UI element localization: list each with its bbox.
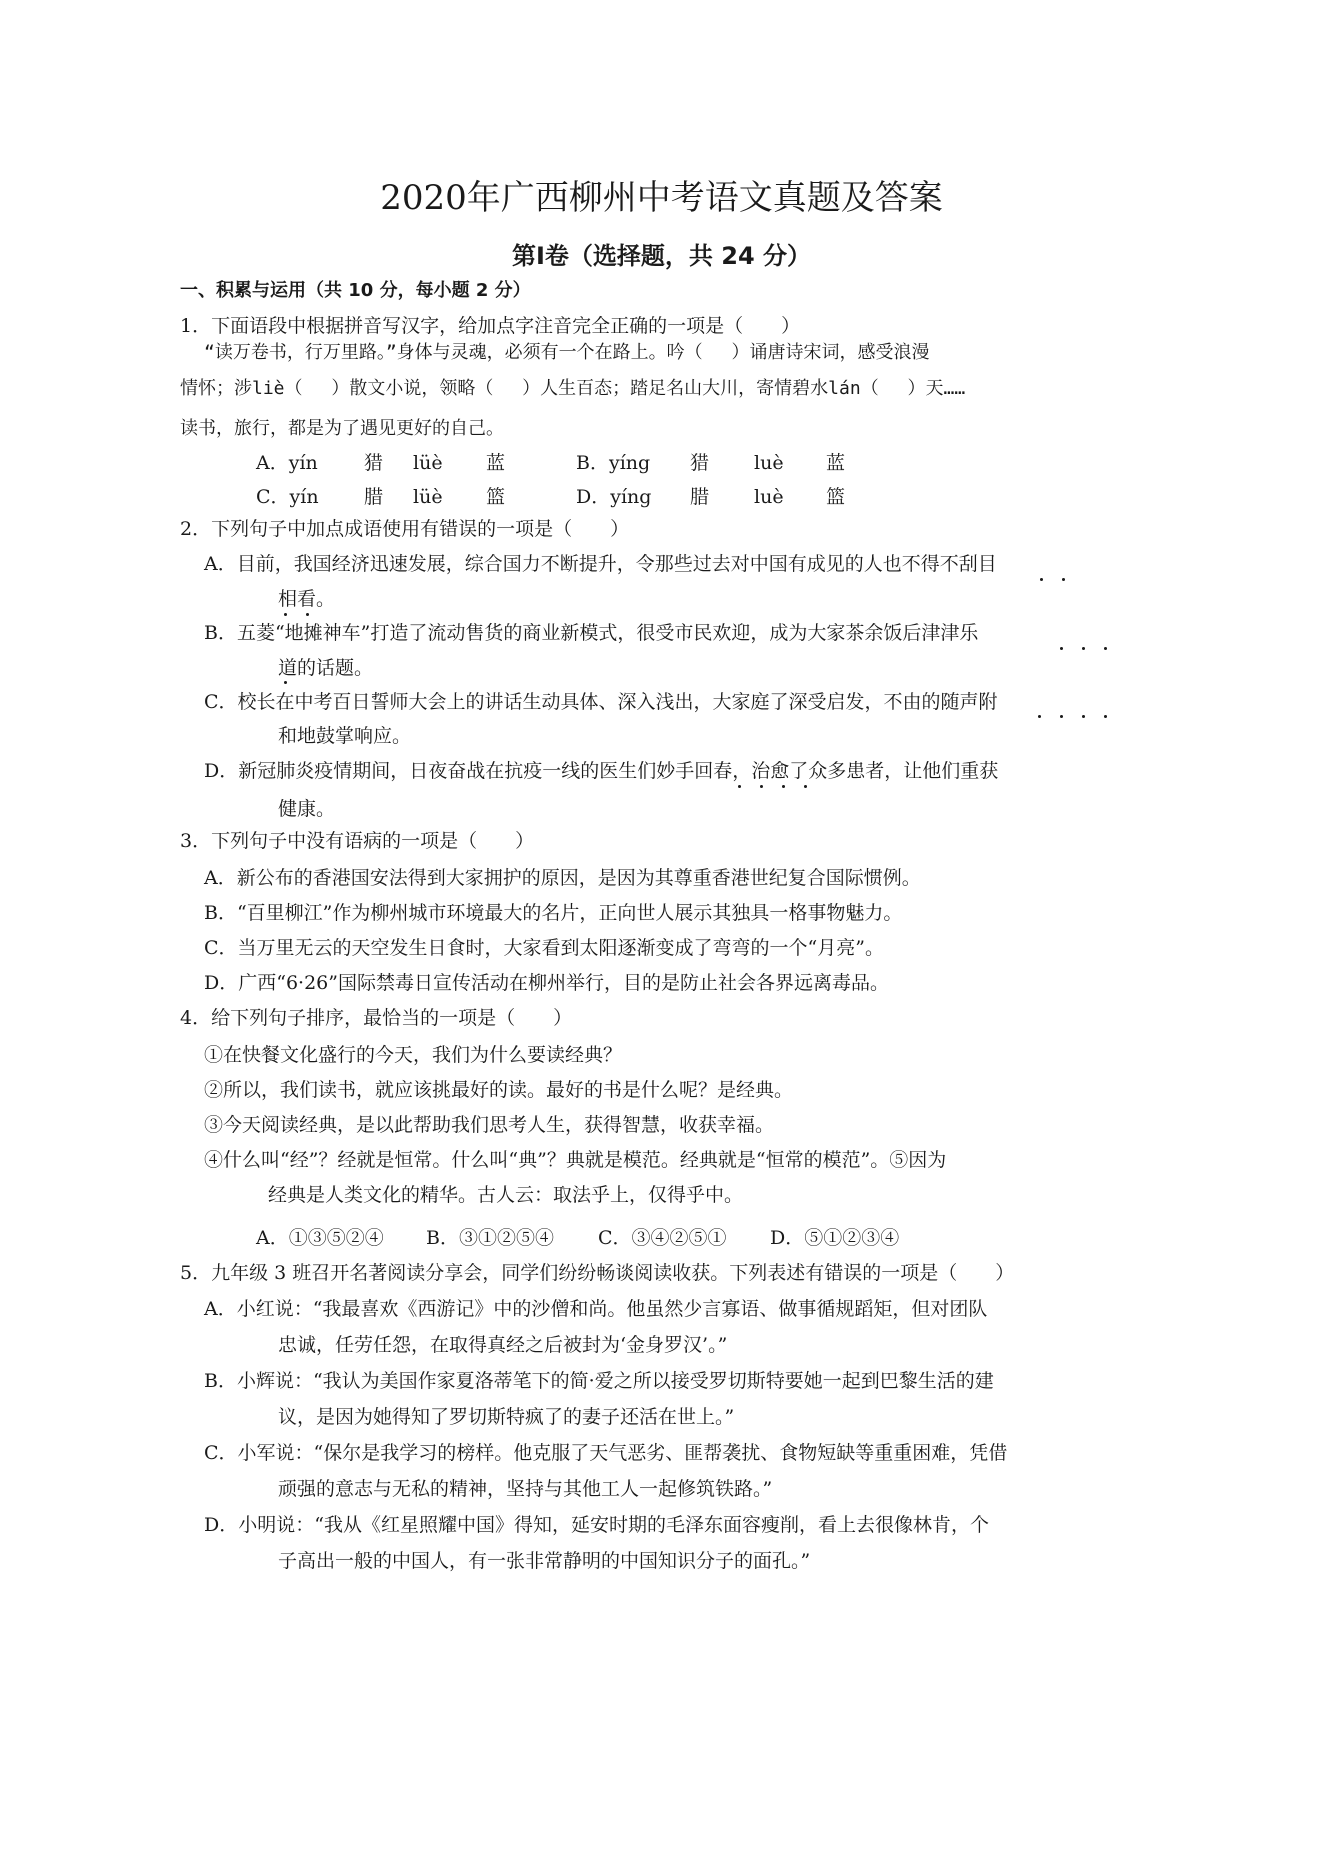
- document-title: 2020年广西柳州中考语文真题及答案: [380, 178, 943, 218]
- question-4-stem: 4．给下列句子排序，最恰当的一项是（ ）: [180, 1007, 573, 1029]
- question-4-sentence: 经典是人类文化的精华。古人云：取法乎上，仅得乎中。: [268, 1184, 744, 1206]
- emphasis-dots: [1038, 715, 1118, 721]
- question-4-sentence: ①在快餐文化盛行的今天，我们为什么要读经典？: [204, 1044, 623, 1066]
- question-5-stem: 5．九年级 3 班召开名著阅读分享会，同学们纷纷畅谈阅读收获。下列表述有错误的一项是（ ）: [180, 1262, 1015, 1284]
- question-5-option-a: A．小红说：“我最喜欢《西游记》中的沙僧和尚。他虽然少言寡语、做事循规蹈矩，但对团队: [204, 1298, 988, 1320]
- question-4-choice-c: C．③④②⑤①: [598, 1227, 727, 1249]
- question-4-choice-b: B．③①②⑤④: [426, 1227, 554, 1249]
- option-word: 篮: [486, 486, 506, 508]
- question-4-sentence: ③今天阅读经典，是以此帮助我们思考人生，获得智慧，收获幸福。: [204, 1114, 775, 1136]
- option-label: D．yíng: [576, 486, 652, 508]
- question-2-option-a-cont: 相看。: [278, 588, 336, 610]
- question-2-option-c-cont: 和地鼓掌响应。: [278, 725, 412, 747]
- question-4-choice-d: D．⑤①②③④: [770, 1227, 900, 1249]
- emphasis-dots: [284, 681, 314, 687]
- question-5-option-c-cont: 顽强的意志与无私的精神，坚持与其他工人一起修筑铁路。”: [278, 1478, 773, 1500]
- option-label: B．yíng: [576, 452, 651, 474]
- question-5-option-d: D．小明说：“我从《红星照耀中国》得知，延安时期的毛泽东面容瘦削，看上去很像林肯，个: [204, 1514, 989, 1536]
- option-word: 蓝: [826, 452, 846, 474]
- option-word: 篮: [826, 486, 846, 508]
- question-5-option-d-cont: 子高出一般的中国人，有一张非常静明的中国知识分子的面孔。”: [278, 1550, 811, 1572]
- section-heading: 一、积累与运用（共 10 分，每小题 2 分）: [180, 280, 531, 301]
- question-5-option-a-cont: 忠诚，任劳任怨，在取得真经之后被封为‘金身罗汉’。”: [278, 1334, 728, 1356]
- question-1-passage-line: 读书，旅行，都是为了遇见更好的自己。: [180, 418, 504, 439]
- question-3-option-c: C．当万里无云的天空发生日食时，大家看到太阳逐渐变成了弯弯的一个“月亮”。: [204, 937, 884, 959]
- question-3-option-a: A．新公布的香港国安法得到大家拥护的原因，是因为其尊重香港世纪复合国际惯例。: [204, 867, 921, 889]
- option-label: C．yín: [256, 486, 319, 508]
- option-word: 腊: [690, 486, 710, 508]
- question-2-option-c: C．校长在中考百日誓师大会上的讲话生动具体、深入浅出，大家庭了深受启发，不由的随声附: [204, 691, 998, 713]
- question-4-sentence: ④什么叫“经”？经就是恒常。什么叫“典”？典就是模范。经典就是“恒常的模范”。⑤因为: [204, 1149, 947, 1171]
- question-5-option-b-cont: 议，是因为她得知了罗切斯特疯了的妻子还活在世上。”: [278, 1406, 735, 1428]
- question-2-option-d: D．新冠肺炎疫情期间，日夜奋战在抗疫一线的医生们妙手回春，治愈了众多患者，让他们重获: [204, 760, 999, 782]
- question-4-choice-a: A．①③⑤②④: [256, 1227, 384, 1249]
- option-pinyin: lüè: [413, 452, 443, 474]
- question-2-option-a: A．目前，我国经济迅速发展，综合国力不断提升，令那些过去对中国有成见的人也不得不刮目: [204, 553, 997, 575]
- question-1-passage-line: “读万卷书，行万里路。”身体与灵魂，必须有一个在路上。吟（ ）诵唐诗宋词，感受浪漫: [204, 342, 930, 363]
- question-3-stem: 3．下列句子中没有语病的一项是（ ）: [180, 830, 535, 852]
- question-1-stem: 1．下面语段中根据拼音写汉字，给加点字注音完全正确的一项是（ ）: [180, 315, 801, 337]
- option-word: 腊: [364, 486, 384, 508]
- option-word: 蓝: [486, 452, 506, 474]
- emphasis-dots: [1060, 647, 1120, 653]
- question-5-option-b: B．小辉说：“我认为美国作家夏洛蒂笔下的简·爱之所以接受罗切斯特要她一起到巴黎生活的建: [204, 1370, 994, 1392]
- option-label: A．yín: [256, 452, 318, 474]
- question-2-option-d-cont: 健康。: [278, 798, 336, 820]
- emphasis-dots: [1040, 578, 1100, 584]
- option-word: 猎: [364, 452, 384, 474]
- question-4-sentence: ②所以，我们读书，就应该挑最好的读。最好的书是什么呢？是经典。: [204, 1079, 794, 1101]
- question-2-stem: 2．下列句子中加点成语使用有错误的一项是（ ）: [180, 518, 630, 540]
- option-pinyin: luè: [754, 452, 784, 474]
- question-1-passage-line: 情怀；涉liè（ ）散文小说，领略（ ）人生百态；踏足名山大川，寄情碧水lán（ ）天……: [180, 378, 966, 399]
- question-2-option-b: B．五菱“地摊神车”打造了流动售货的商业新模式，很受市民欢迎，成为大家茶余饭后津津乐: [204, 622, 979, 644]
- question-3-option-b: B．“百里柳江”作为柳州城市环境最大的名片，正向世人展示其独具一格事物魅力。: [204, 902, 903, 924]
- emphasis-dots: [738, 785, 818, 791]
- paper-section-heading: 第Ⅰ卷（选择题，共 24 分）: [511, 242, 812, 270]
- option-pinyin: luè: [754, 486, 784, 508]
- question-5-option-c: C．小军说：“保尔是我学习的榜样。他克服了天气恶劣、匪帮袭扰、食物短缺等重重困难，凭借: [204, 1442, 1008, 1464]
- option-word: 猎: [690, 452, 710, 474]
- question-3-option-d: D．广西“6·26”国际禁毒日宣传活动在柳州举行，目的是防止社会各界远离毒品。: [204, 972, 889, 994]
- option-pinyin: lüè: [413, 486, 443, 508]
- emphasis-dots: [284, 613, 344, 619]
- question-2-option-b-cont: 道的话题。: [278, 657, 374, 679]
